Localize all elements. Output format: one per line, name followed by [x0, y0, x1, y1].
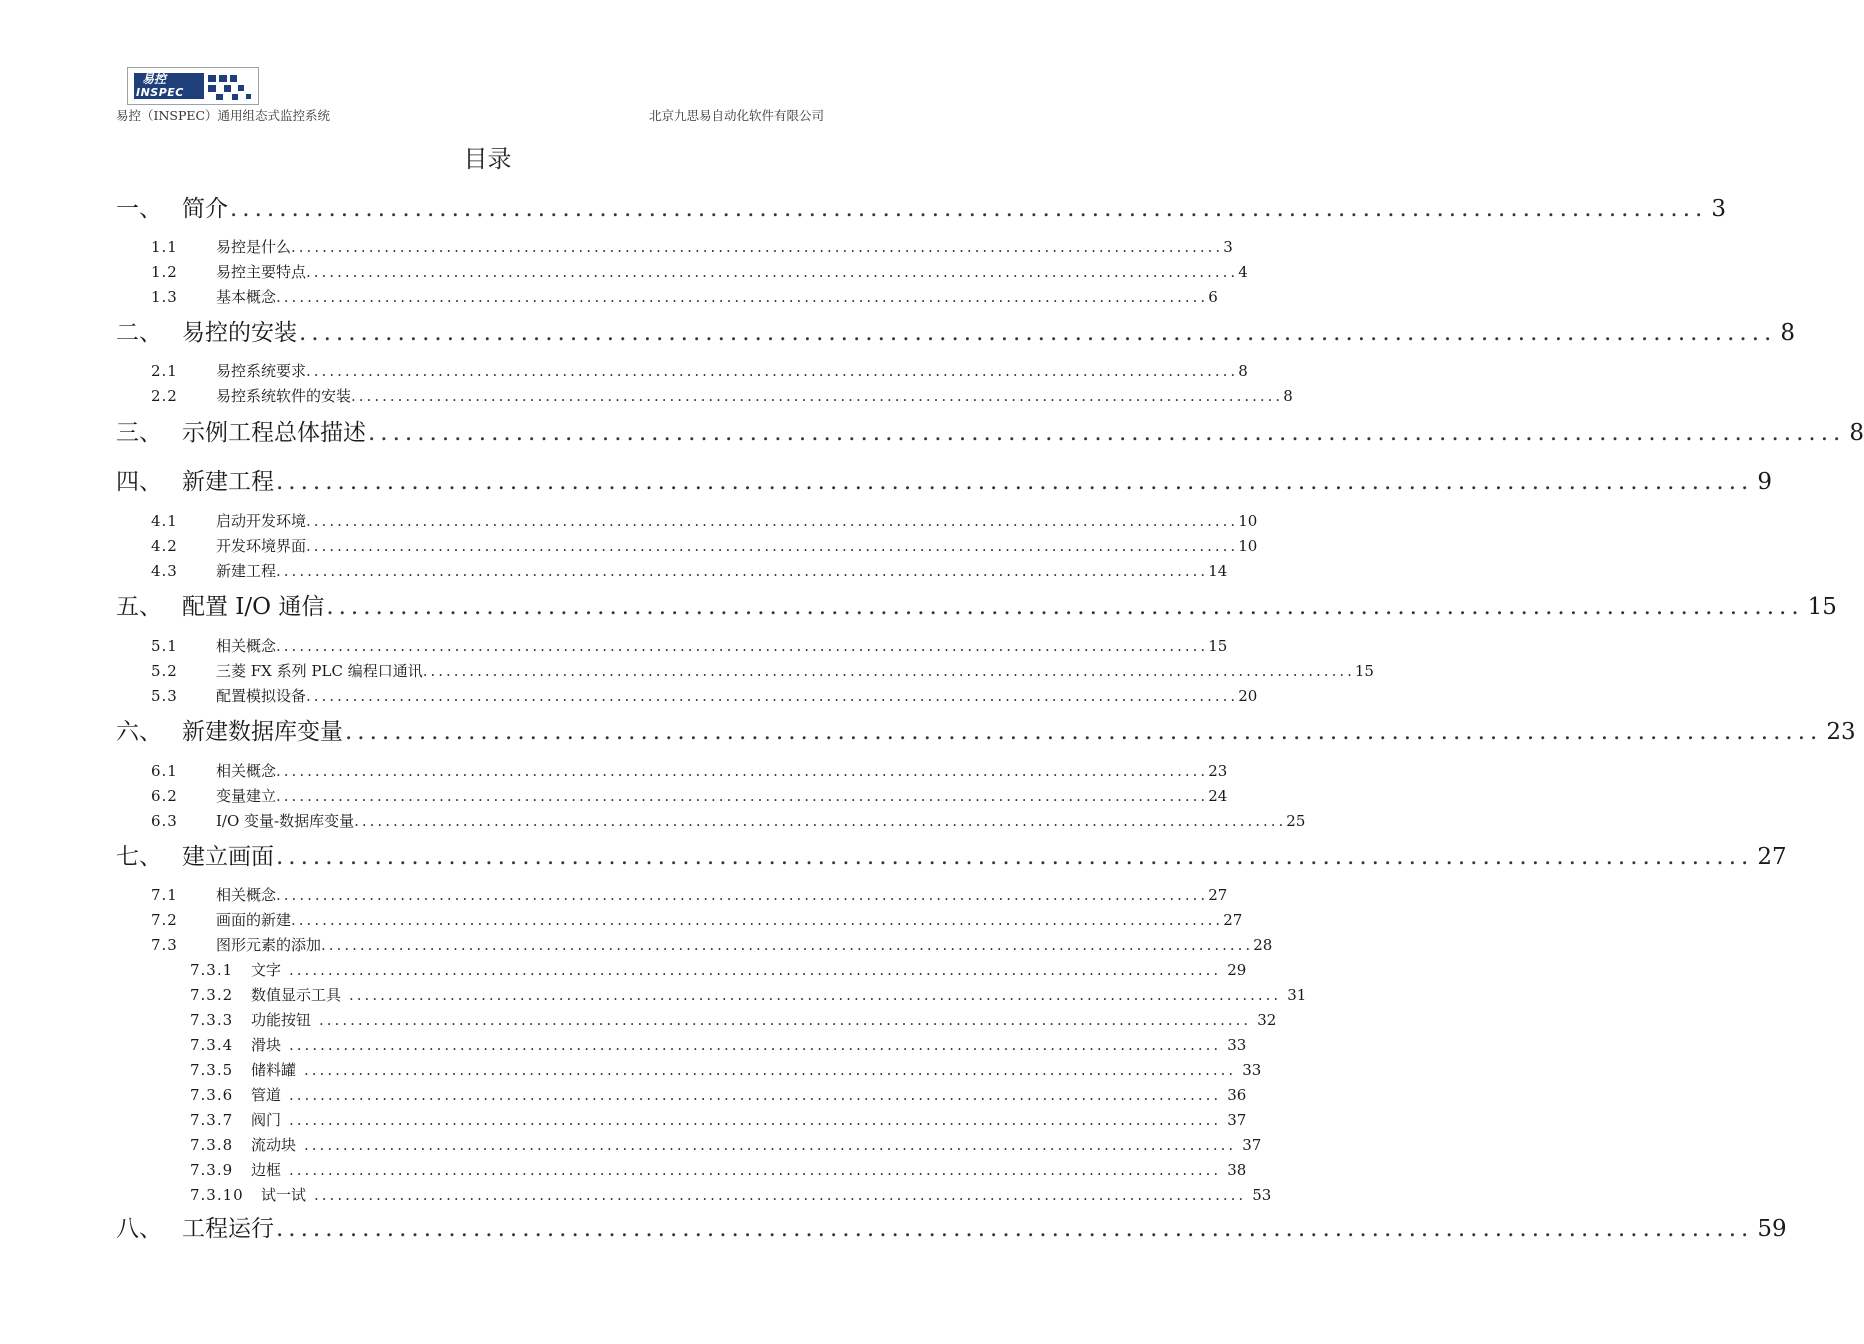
toc-dot-leader: ........................................................................................................................: [289, 1036, 1222, 1054]
toc-entry-number: 7.1: [151, 886, 178, 904]
toc-entry[interactable]: [151, 560, 1228, 580]
toc-entry-page: 8: [1780, 320, 1795, 346]
toc-entry-number: 4.2: [151, 537, 178, 555]
toc-entry[interactable]: [190, 984, 1307, 1004]
toc-entry-number: 7.3.7: [190, 1111, 234, 1129]
toc-entry[interactable]: [151, 884, 1228, 904]
toc-entry-page: 4: [1238, 263, 1248, 281]
toc-entry[interactable]: [190, 1059, 1262, 1079]
toc-entry-number: 二、: [116, 320, 162, 346]
toc-dot-leader: ........................................................................................................................: [276, 844, 1754, 870]
toc-entry-page: 23: [1208, 762, 1228, 780]
toc-entry[interactable]: [116, 314, 1795, 346]
toc-entry-page: 8: [1849, 420, 1864, 446]
toc-entry[interactable]: [151, 785, 1228, 805]
toc-entry[interactable]: [116, 838, 1787, 870]
toc-entry[interactable]: [151, 510, 1258, 530]
toc-entry-number: 1.3: [151, 288, 178, 306]
toc-entry[interactable]: [116, 190, 1726, 222]
toc-dot-leader: ........................................................................................................................: [291, 911, 1224, 929]
header-left-title: 易控（INSPEC）通用组态式监控系统: [116, 108, 331, 123]
toc-entry[interactable]: [151, 934, 1273, 954]
toc-entry-number: 四、: [116, 469, 162, 495]
toc-entry-label: 三菱 FX 系列 PLC 编程口通讯: [216, 662, 423, 680]
toc-entry[interactable]: [190, 1134, 1262, 1154]
toc-entry-label: 管道: [251, 1086, 282, 1104]
company-logo: [127, 67, 259, 105]
toc-dot-leader: ........................................................................................................................: [304, 1136, 1237, 1154]
toc-dot-leader: ........................................................................................................................: [289, 1111, 1222, 1129]
toc-dot-leader: ........................................................................................................................: [354, 812, 1287, 830]
toc-entry-label: 图形元素的添加: [216, 936, 322, 954]
toc-entry[interactable]: [151, 909, 1243, 929]
toc-dot-leader: ........................................................................................................................: [422, 662, 1355, 680]
toc-entry-page: 3: [1223, 238, 1233, 256]
toc-entry-label: 建立画面: [182, 844, 274, 870]
toc-entry-page: 8: [1238, 362, 1248, 380]
toc-entry[interactable]: [151, 286, 1218, 306]
toc-entry-number: 5.1: [151, 637, 178, 655]
toc-entry-page: 36: [1227, 1086, 1247, 1104]
toc-entry-page: 27: [1757, 844, 1787, 870]
toc-entry-label: 配置模拟设备: [216, 687, 307, 705]
toc-entry[interactable]: [116, 1210, 1787, 1242]
toc-entry-page: 15: [1807, 594, 1837, 620]
toc-entry-page: 9: [1757, 469, 1772, 495]
toc-entry[interactable]: [151, 535, 1258, 555]
toc-entry-page: 20: [1238, 687, 1258, 705]
toc-entry-number: 7.3.1: [190, 961, 234, 979]
toc-entry-number: 7.3.6: [190, 1086, 234, 1104]
toc-entry-number: 一、: [116, 196, 162, 222]
logo-wordmark: [134, 73, 204, 99]
toc-entry-label: 易控系统软件的安装: [216, 387, 352, 405]
toc-entry-label: 基本概念: [216, 288, 277, 306]
toc-entry-number: 三、: [116, 420, 162, 446]
toc-entry-label: 储料罐: [251, 1061, 297, 1079]
toc-dot-leader: ........................................................................................................................: [276, 787, 1209, 805]
toc-entry-label: 相关概念: [216, 886, 277, 904]
toc-entry-label: 新建工程: [182, 469, 274, 495]
toc-dot-leader: ........................................................................................................................: [319, 1011, 1252, 1029]
toc-entry-label: 新建工程: [216, 562, 277, 580]
toc-entry-number: 7.3.4: [190, 1036, 234, 1054]
toc-entry-page: 23: [1826, 719, 1856, 745]
toc-entry[interactable]: [151, 360, 1248, 380]
toc-entry[interactable]: [116, 713, 1856, 745]
toc-dot-leader: ........................................................................................................................: [289, 1161, 1222, 1179]
toc-title: 目录: [463, 145, 512, 173]
toc-entry-label: 示例工程总体描述: [182, 420, 366, 446]
toc-entry-page: 33: [1227, 1036, 1247, 1054]
toc-entry-label: 新建数据库变量: [182, 719, 343, 745]
toc-entry-number: 7.3: [151, 936, 178, 954]
header-right-company: 北京九思易自动化软件有限公司: [648, 108, 824, 123]
toc-entry[interactable]: [151, 261, 1248, 281]
toc-entry[interactable]: [151, 685, 1258, 705]
logo-square: [216, 94, 223, 100]
toc-entry[interactable]: [116, 414, 1864, 446]
toc-entry-number: 2.1: [151, 362, 178, 380]
toc-entry-label: 易控主要特点: [216, 263, 307, 281]
toc-dot-leader: ........................................................................................................................: [306, 512, 1239, 530]
toc-entry[interactable]: [190, 1109, 1247, 1129]
toc-entry-number: 6.3: [151, 812, 178, 830]
toc-entry-number: 4.1: [151, 512, 178, 530]
toc-entry[interactable]: [190, 1034, 1247, 1054]
toc-dot-leader: ........................................................................................................................: [306, 687, 1239, 705]
toc-entry-label: 工程运行: [182, 1216, 274, 1242]
toc-entry-number: 八、: [116, 1216, 162, 1242]
toc-entry[interactable]: [151, 635, 1228, 655]
toc-dot-leader: ........................................................................................................................: [349, 986, 1282, 1004]
toc-entry[interactable]: [151, 385, 1293, 405]
toc-entry-number: 1.1: [151, 238, 178, 256]
toc-entry-number: 六、: [116, 719, 162, 745]
toc-entry-page: 3: [1711, 196, 1726, 222]
toc-entry-page: 27: [1208, 886, 1228, 904]
logo-square: [219, 75, 227, 82]
toc-entry[interactable]: [151, 660, 1374, 680]
toc-entry-label: 变量建立: [216, 787, 277, 805]
toc-entry-number: 5.3: [151, 687, 178, 705]
toc-dot-leader: ........................................................................................................................: [368, 420, 1846, 446]
toc-entry[interactable]: [190, 1184, 1272, 1204]
toc-entry[interactable]: [151, 760, 1228, 780]
toc-entry-number: 2.2: [151, 387, 178, 405]
logo-cn-text: 易控: [142, 72, 167, 86]
toc-entry-number: 1.2: [151, 263, 178, 281]
toc-entry-page: 10: [1238, 537, 1258, 555]
toc-entry-page: 10: [1238, 512, 1258, 530]
toc-entry-label: 阀门: [251, 1111, 282, 1129]
toc-entry-label: 相关概念: [216, 762, 277, 780]
logo-square: [246, 94, 251, 99]
toc-entry[interactable]: [116, 588, 1837, 620]
toc-dot-leader: ........................................................................................................................: [304, 1061, 1237, 1079]
toc-entry-label: 简介: [182, 196, 228, 222]
logo-square: [230, 75, 237, 82]
toc-dot-leader: ........................................................................................................................: [351, 387, 1284, 405]
toc-entry-number: 6.2: [151, 787, 178, 805]
toc-entry-page: 31: [1287, 986, 1307, 1004]
toc-entry-page: 37: [1227, 1111, 1247, 1129]
toc-entry-number: 5.2: [151, 662, 178, 680]
toc-entry[interactable]: [190, 1084, 1247, 1104]
toc-dot-leader: ........................................................................................................................: [276, 1216, 1754, 1242]
toc-entry-number: 7.3.5: [190, 1061, 234, 1079]
toc-entry-number: 4.3: [151, 562, 178, 580]
toc-dot-leader: ........................................................................................................................: [276, 562, 1209, 580]
toc-dot-leader: ........................................................................................................................: [326, 594, 1804, 620]
toc-dot-leader: ........................................................................................................................: [276, 762, 1209, 780]
toc-entry-label: 启动开发环境: [216, 512, 307, 530]
toc-entry-page: 15: [1354, 662, 1374, 680]
toc-dot-leader: ........................................................................................................................: [306, 537, 1239, 555]
toc-dot-leader: ........................................................................................................................: [276, 886, 1209, 904]
toc-entry[interactable]: [116, 463, 1772, 495]
toc-entry-number: 7.3.2: [190, 986, 234, 1004]
toc-dot-leader: ........................................................................................................................: [276, 288, 1209, 306]
toc-entry[interactable]: [190, 1009, 1277, 1029]
toc-entry-label: 画面的新建: [216, 911, 292, 929]
toc-entry[interactable]: [151, 810, 1306, 830]
toc-entry[interactable]: [151, 236, 1233, 256]
logo-square: [238, 85, 244, 91]
toc-entry-label: 文字: [251, 961, 282, 979]
toc-entry-number: 7.3.9: [190, 1161, 234, 1179]
toc-dot-leader: ........................................................................................................................: [314, 1186, 1247, 1204]
toc-dot-leader: ........................................................................................................................: [289, 961, 1222, 979]
logo-square: [208, 75, 216, 82]
toc-entry-label: I/O 变量-数据库变量: [216, 812, 355, 830]
toc-entry-number: 7.3.10: [190, 1186, 244, 1204]
toc-entry-page: 32: [1257, 1011, 1277, 1029]
toc-entry-page: 25: [1286, 812, 1306, 830]
toc-entry-page: 6: [1208, 288, 1218, 306]
toc-entry-number: 7.3.3: [190, 1011, 234, 1029]
toc-entry-label: 相关概念: [216, 637, 277, 655]
toc-entry-label: 功能按钮: [251, 1011, 312, 1029]
toc-dot-leader: ........................................................................................................................: [321, 936, 1254, 954]
toc-entry-page: 53: [1252, 1186, 1272, 1204]
toc-entry-number: 6.1: [151, 762, 178, 780]
logo-square: [224, 85, 231, 92]
toc-entry-label: 滑块: [251, 1036, 282, 1054]
toc-entry-label: 边框: [251, 1161, 282, 1179]
toc-entry-page: 37: [1242, 1136, 1262, 1154]
toc-entry-label: 易控是什么: [216, 238, 292, 256]
toc-dot-leader: ........................................................................................................................: [299, 320, 1777, 346]
toc-dot-leader: ........................................................................................................................: [289, 1086, 1222, 1104]
toc-dot-leader: ........................................................................................................................: [276, 469, 1754, 495]
toc-entry-label: 易控的安装: [182, 320, 297, 346]
toc-entry-page: 38: [1227, 1161, 1247, 1179]
toc-entry-label: 开发环境界面: [216, 537, 307, 555]
toc-entry[interactable]: [190, 1159, 1247, 1179]
toc-dot-leader: ........................................................................................................................: [345, 719, 1823, 745]
toc-entry-label: 数值显示工具: [251, 986, 342, 1004]
toc-entry-label: 试一试: [261, 1186, 307, 1204]
toc-entry-number: 7.2: [151, 911, 178, 929]
toc-dot-leader: ........................................................................................................................: [276, 637, 1209, 655]
toc-dot-leader: ........................................................................................................................: [291, 238, 1224, 256]
toc-dot-leader: ........................................................................................................................: [306, 263, 1239, 281]
logo-square: [232, 94, 238, 100]
toc-entry-number: 7.3.8: [190, 1136, 234, 1154]
toc-entry-label: 易控系统要求: [216, 362, 307, 380]
toc-entry-label: 流动块: [251, 1136, 297, 1154]
toc-entry-page: 27: [1223, 911, 1243, 929]
toc-entry-page: 15: [1208, 637, 1228, 655]
toc-entry-page: 29: [1227, 961, 1247, 979]
toc-dot-leader: ........................................................................................................................: [306, 362, 1239, 380]
toc-entry-number: 五、: [116, 594, 162, 620]
toc-entry-page: 59: [1757, 1216, 1787, 1242]
toc-entry-page: 33: [1242, 1061, 1262, 1079]
toc-entry[interactable]: [190, 959, 1247, 979]
toc-entry-page: 24: [1208, 787, 1228, 805]
logo-en-text: INSPEC: [136, 86, 184, 99]
toc-entry-number: 七、: [116, 844, 162, 870]
toc-entry-page: 8: [1283, 387, 1293, 405]
toc-entry-page: 28: [1253, 936, 1273, 954]
logo-square: [208, 85, 216, 92]
toc-dot-leader: ........................................................................................................................: [230, 196, 1708, 222]
toc-entry-page: 14: [1208, 562, 1228, 580]
toc-entry-label: 配置 I/O 通信: [182, 594, 325, 620]
